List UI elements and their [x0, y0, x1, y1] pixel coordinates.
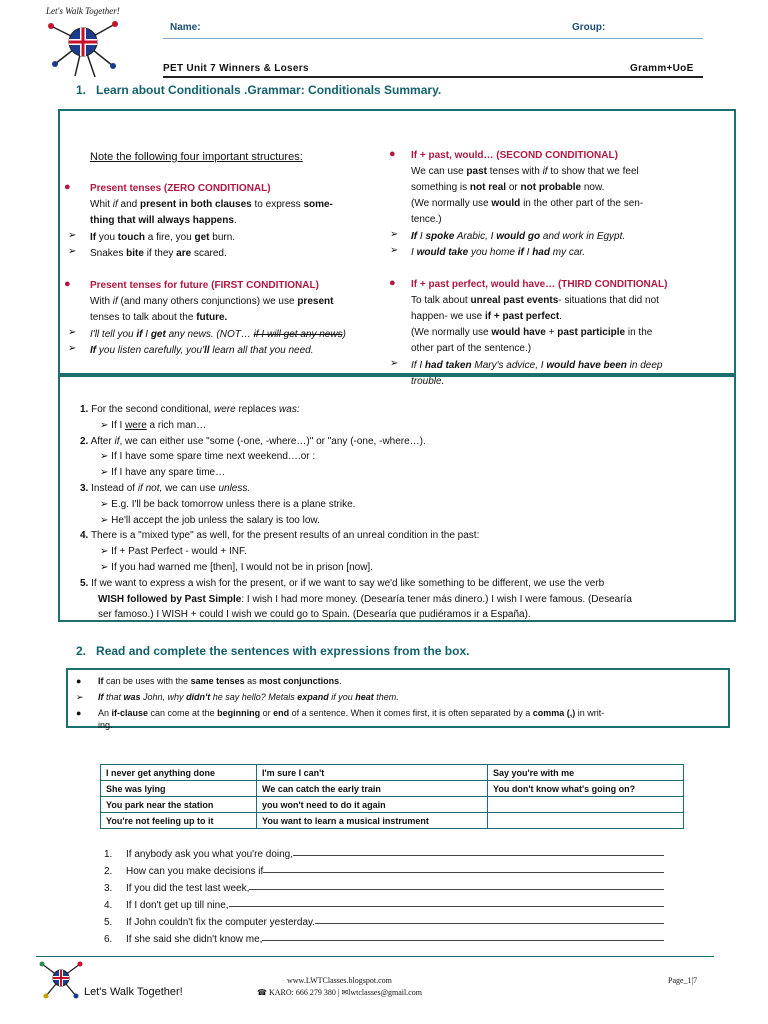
second-line4: tence.) [411, 214, 442, 225]
name-label: Name: [170, 22, 201, 33]
table-cell [488, 813, 684, 829]
first-line2: tenses to talk about the future. [90, 312, 228, 323]
answer-field-2[interactable] [263, 863, 664, 873]
third-line4: other part of the sentence.) [411, 343, 532, 354]
footer-logo [36, 958, 86, 1000]
third-line1: To talk about unreal past events- situations that did not [411, 295, 659, 306]
zero-example2: Snakes bite if they are scared. [90, 248, 227, 259]
zero-title: Present tenses (ZERO CONDITIONAL) [90, 183, 271, 194]
arrow-icon: ➢ [100, 546, 112, 558]
arrow-icon: ➢ [68, 230, 77, 241]
section2-number: 2. [76, 644, 87, 658]
answer-field-1[interactable] [293, 846, 664, 856]
group-label: Group: [572, 22, 606, 33]
footer-logo-text: Let's Walk Together! [84, 986, 183, 998]
course-title: PET Unit 7 Winners & Losers [163, 63, 309, 74]
note-4-example2: ➢ If you had warned me [then], I would not be in prison [now]. [100, 561, 373, 573]
arrow-icon: ➢ [68, 343, 77, 354]
note-heading: Note the following four important structures: [90, 151, 303, 163]
section1-number: 1. [76, 83, 87, 97]
table-row [101, 797, 684, 813]
exercise-item-3: 3. If you did the test last week, [104, 880, 664, 897]
note-5-line3: ser famoso.) I WISH + could I wish we could go to Spain. (Desearía que pudiéramos ir a España). [98, 609, 531, 621]
third-bullet: ● [389, 277, 396, 289]
table-cell: I never get anything done [101, 765, 257, 781]
second-bullet: ● [389, 148, 396, 160]
section1-title: Learn about Conditionals .Grammar: Conditionals Summary. [96, 83, 442, 97]
exercise-item-6: 6. If she said she didn't know me, [104, 931, 664, 948]
zero-line1: Whit if and present in both clauses to express some- [90, 199, 333, 210]
arrow-icon: ➢ [390, 358, 399, 369]
first-bullet: ● [64, 278, 71, 290]
logo-text: Let's Walk Together! [46, 6, 120, 16]
table-row [101, 813, 684, 829]
note-5: 5. If we want to express a wish for the present, or if we want to say we'd like something to be different, we use the verb [80, 577, 605, 589]
second-title: If + past, would… (SECOND CONDITIONAL) [411, 150, 618, 161]
if-rules-list [76, 673, 716, 729]
if-rule-3: ● An if-clause can come at the beginning or end of a sentence. When it comes first, it is often separated by a comma (,) in writ- [76, 705, 716, 721]
second-line2: something is not real or not probable now. [411, 182, 605, 193]
table-cell: Say you're with me [488, 765, 684, 781]
notes-list [80, 402, 720, 623]
answer-field-3[interactable] [249, 880, 664, 890]
header-rule-top [163, 38, 703, 39]
third-example1: If I had taken Mary's advice, I would have been in deep [411, 360, 663, 371]
note-2: 2. After if, we can either use "some (-one, -where…)" or "any (-one, -where…). [80, 435, 426, 447]
if-rule-3-cont: ing. [98, 720, 113, 730]
third-line3: (We normally use would have + past participle in the [411, 327, 653, 338]
note-1-example: ➢ If I were a rich man… [100, 419, 207, 431]
expressions-table [100, 764, 684, 829]
arrow-icon: ➢ [100, 419, 112, 431]
second-example2: I would take you home if I had my car. [411, 247, 586, 258]
table-cell: I'm sure I can't [257, 765, 488, 781]
page-number: Page_1|7 [668, 976, 698, 985]
answer-field-6[interactable] [262, 931, 664, 941]
arrow-icon: ➢ [100, 451, 112, 463]
exercise-item-4: 4. If I don't get up till nine, [104, 897, 664, 914]
first-title: Present tenses for future (FIRST CONDITIONAL) [90, 280, 319, 291]
second-line1: We can use past tenses with if to show that we feel [411, 166, 639, 177]
table-cell: You don't know what's going on? [488, 781, 684, 797]
arrow-icon: ➢ [68, 246, 77, 257]
section1-heading [76, 83, 441, 97]
first-line1: With if (and many others conjunctions) we use present [90, 296, 334, 307]
arrow-icon: ➢ [390, 245, 399, 256]
arrow-icon: ➢ [100, 498, 112, 510]
third-title: If + past perfect, would have… (THIRD CONDITIONAL) [411, 279, 668, 290]
bullet-icon: ● [76, 708, 82, 718]
arrow-icon: ➢ [100, 467, 112, 479]
table-cell: You're not feeling up to it [101, 813, 257, 829]
zero-line2: thing that will always happens. [90, 215, 237, 226]
table-cell: You park near the station [101, 797, 257, 813]
exercise-item-2: 2. How can you make decisions if [104, 863, 664, 880]
note-3: 3. Instead of if not, we can use unless. [80, 482, 251, 494]
section2-title: Read and complete the sentences with expressions from the box. [96, 644, 470, 658]
header-rule-bottom [163, 76, 703, 78]
note-1: 1. For the second conditional, were replaces was: [80, 404, 300, 415]
third-line2: happen- we use if + past perfect. [411, 311, 562, 322]
answer-field-5[interactable] [315, 914, 664, 924]
note-3-example1: ➢ E.g. I'll be back tomorrow unless there is a plane strike. [100, 498, 356, 510]
zero-example1: If you touch a fire, you get burn. [90, 232, 236, 243]
mascot-small-icon [36, 958, 86, 1000]
table-cell: you won't need to do it again [257, 797, 488, 813]
note-4-example1: ➢ If + Past Perfect - would + INF. [100, 546, 247, 558]
arrow-icon: ➢ [76, 692, 84, 702]
arrow-icon: ➢ [100, 514, 112, 526]
bullet-icon: ● [76, 676, 82, 686]
note-5-line2: WISH followed by Past Simple: I wish I had more money. (Desearía tener más dinero.) I wish I were famous. (Desearía [98, 593, 632, 605]
exercise-list [104, 846, 664, 948]
table-cell: She was lying [101, 781, 257, 797]
note-3-example2: ➢ He'll accept the job unless the salary is too low. [100, 514, 320, 526]
note-2-example2: ➢ If I have any spare time… [100, 467, 226, 479]
first-example2: If you listen carefully, you'll learn all that you need. [90, 345, 314, 356]
second-line3: (We normally use would in the other part of the sen- [411, 198, 644, 209]
section-tag: Gramm+UoE [630, 63, 694, 74]
exercise-item-1: 1. If anybody ask you what you're doing, [104, 846, 664, 863]
table-cell: You want to learn a musical instrument [257, 813, 488, 829]
exercise-item-5: 5. If John couldn't fix the computer yesterday. [104, 914, 664, 931]
if-rule-2: ➢ If that was John, why didn't he say hello? Metals expand if you heat them. [76, 689, 716, 705]
table-row [101, 781, 684, 797]
note-4: 4. There is a "mixed type" as well, for the present results of an unreal condition in the past: [80, 530, 480, 542]
table-row [101, 765, 684, 781]
note-2-example1: ➢ If I have some spare time next weekend….or : [100, 451, 316, 463]
second-example1: If I spoke Arabic, I would go and work in Egypt. [411, 231, 626, 242]
footer-rule [36, 956, 714, 957]
footer-website[interactable]: www.LWTClasses.blogspot.com [287, 976, 392, 985]
arrow-icon: ➢ [100, 561, 112, 573]
footer-contact: ☎ KARO: 666 279 380 | ✉lwtclasses@gmail.com [257, 988, 422, 997]
first-example1: I'll tell you if I get any news. (NOT… if I will get any news) [90, 329, 346, 340]
if-rule-1: ● If can be uses with the same tenses as most conjunctions. [76, 673, 716, 689]
zero-bullet: ● [64, 181, 71, 193]
table-cell [488, 797, 684, 813]
third-example2: trouble. [411, 376, 445, 387]
section2-heading [76, 644, 469, 658]
table-cell: We can catch the early train [257, 781, 488, 797]
answer-field-4[interactable] [229, 897, 664, 907]
arrow-icon: ➢ [390, 229, 399, 240]
arrow-icon: ➢ [68, 327, 77, 338]
